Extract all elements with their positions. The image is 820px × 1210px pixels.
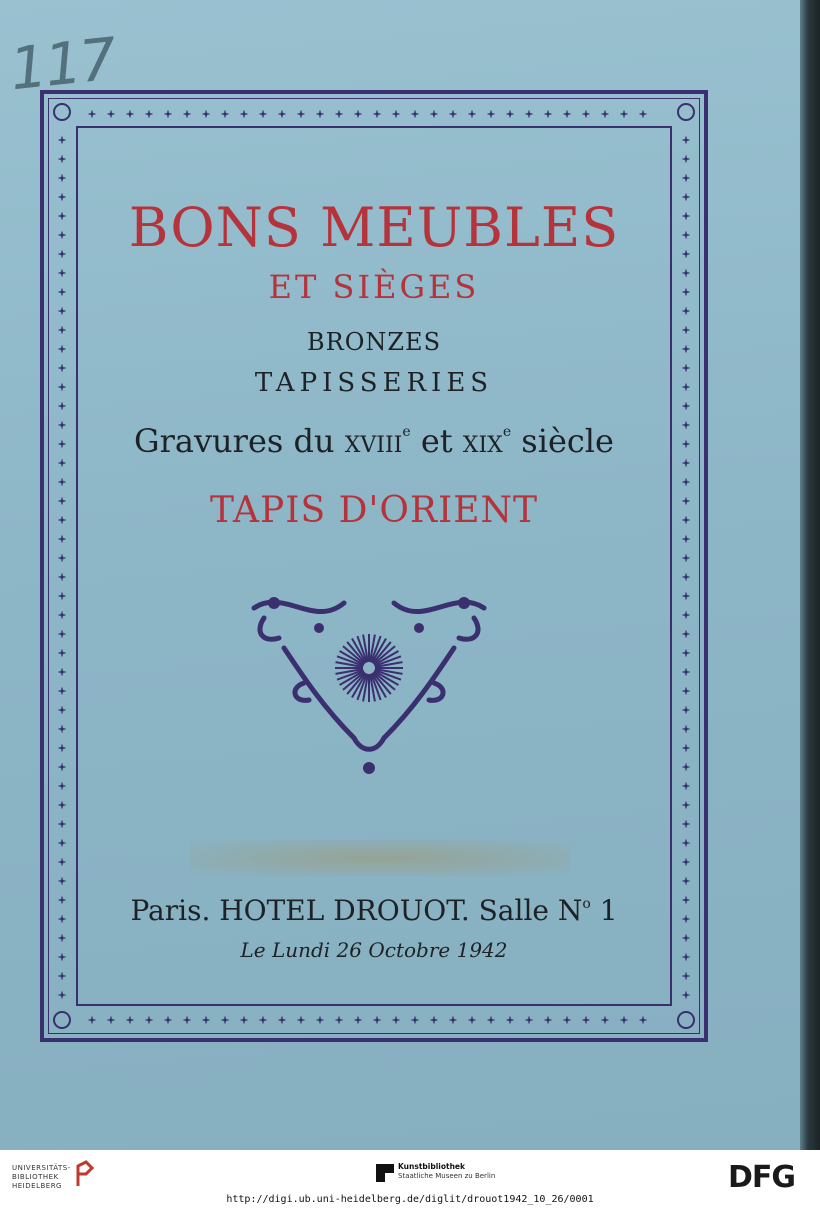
title-tapis-d-orient: TAPIS D'ORIENT	[210, 490, 538, 531]
border-motif	[683, 840, 690, 847]
border-motif	[683, 460, 690, 467]
border-motif	[583, 1017, 590, 1024]
border-motif	[59, 593, 66, 600]
corner-flourish	[678, 104, 694, 120]
border-motif	[683, 726, 690, 733]
border-motif	[583, 111, 590, 118]
kunstbibliothek-logo-icon	[376, 1164, 394, 1182]
border-motif	[431, 111, 438, 118]
border-motif	[59, 612, 66, 619]
kunstbibliothek-title: Kunstbibliothek	[398, 1162, 466, 1171]
dfg-logo: DFG	[728, 1160, 796, 1195]
border-motif	[59, 726, 66, 733]
border-motif	[59, 707, 66, 714]
border-motif	[165, 111, 172, 118]
title-bons-meubles: BONS MEUBLES	[128, 196, 620, 259]
border-motif	[683, 631, 690, 638]
border-motif	[59, 859, 66, 866]
border-motif	[108, 111, 115, 118]
border-motif	[683, 479, 690, 486]
border-motif	[89, 1017, 96, 1024]
title-et-sieges: ET SIÈGES	[268, 268, 480, 306]
corner-flourish	[54, 104, 70, 120]
kunstbibliothek-subtitle: Staatliche Museen zu Berlin	[398, 1172, 496, 1180]
border-motif	[431, 1017, 438, 1024]
border-motif	[683, 802, 690, 809]
border-motif	[89, 111, 96, 118]
border-motif	[59, 821, 66, 828]
border-motif	[59, 992, 66, 999]
border-motif	[683, 555, 690, 562]
border-motif	[222, 1017, 229, 1024]
border-motif	[59, 840, 66, 847]
border-motif	[59, 574, 66, 581]
border-motif	[488, 1017, 495, 1024]
border-motif	[298, 1017, 305, 1024]
footer-bar	[0, 1150, 820, 1210]
stain-mark	[190, 840, 570, 876]
venue-sup: o	[582, 896, 591, 912]
border-motif	[108, 1017, 115, 1024]
border-motif	[526, 1017, 533, 1024]
border-motif	[683, 821, 690, 828]
border-motif	[683, 783, 690, 790]
border-motif	[59, 764, 66, 771]
border-motif	[507, 111, 514, 118]
border-motif	[59, 745, 66, 752]
venue-line	[0, 894, 748, 927]
border-motif	[59, 973, 66, 980]
venue-text: Paris. HOTEL DROUOT. Salle N	[130, 894, 583, 927]
border-motif	[374, 1017, 381, 1024]
border-motif	[621, 111, 628, 118]
border-motif	[203, 1017, 210, 1024]
border-motif	[683, 650, 690, 657]
venue-number: 1	[590, 894, 618, 927]
gravures-century-18: XVIII	[344, 433, 403, 458]
border-motif	[683, 156, 690, 163]
border-motif	[336, 111, 343, 118]
border-motif	[59, 802, 66, 809]
subtitle-gravures	[0, 422, 748, 460]
border-motif	[621, 1017, 628, 1024]
border-motif	[602, 1017, 609, 1024]
border-motif	[59, 631, 66, 638]
border-motif	[355, 1017, 362, 1024]
border-motif	[59, 460, 66, 467]
border-motif	[146, 1017, 153, 1024]
border-motif	[564, 1017, 571, 1024]
border-motif	[184, 111, 191, 118]
border-motif	[241, 111, 248, 118]
university-library-logo-text: UNIVERSITÄTS- BIBLIOTHEK HEIDELBERG	[12, 1164, 71, 1190]
gravures-century-19: XIX	[462, 433, 503, 458]
border-motif	[59, 669, 66, 676]
border-motif	[683, 137, 690, 144]
border-motif	[59, 650, 66, 657]
border-motif	[683, 593, 690, 600]
border-motif	[59, 878, 66, 885]
border-motif	[564, 111, 571, 118]
gravures-suffix: siècle	[511, 422, 614, 460]
floral-ornament-icon	[244, 588, 494, 778]
gravures-sup-2: e	[502, 424, 512, 440]
border-motif	[545, 111, 552, 118]
border-motif	[165, 1017, 172, 1024]
border-motif	[127, 111, 134, 118]
border-motif	[545, 1017, 552, 1024]
border-motif	[507, 1017, 514, 1024]
border-motif	[640, 111, 647, 118]
border-motif	[260, 1017, 267, 1024]
corner-flourish	[54, 1012, 70, 1028]
border-motif	[412, 1017, 419, 1024]
border-motif	[203, 111, 210, 118]
border-motif	[59, 536, 66, 543]
border-motif	[488, 111, 495, 118]
border-motif	[469, 1017, 476, 1024]
border-motif	[59, 783, 66, 790]
border-motif	[602, 111, 609, 118]
border-motif	[683, 878, 690, 885]
border-motif	[683, 992, 690, 999]
border-motif	[355, 111, 362, 118]
border-motif	[683, 764, 690, 771]
border-motif	[450, 1017, 457, 1024]
border-motif	[683, 745, 690, 752]
border-motif	[59, 308, 66, 315]
border-motif	[146, 111, 153, 118]
border-motif	[59, 688, 66, 695]
border-motif	[393, 111, 400, 118]
pencil-annotation: 117	[6, 24, 118, 104]
border-motif	[469, 111, 476, 118]
gravures-middle: et	[410, 422, 463, 460]
border-motif	[683, 688, 690, 695]
border-motif	[526, 111, 533, 118]
border-motif	[279, 1017, 286, 1024]
border-motif	[683, 669, 690, 676]
university-logo-icon	[74, 1160, 96, 1188]
border-motif	[683, 859, 690, 866]
border-motif	[336, 1017, 343, 1024]
border-motif	[683, 175, 690, 182]
border-motif	[317, 1017, 324, 1024]
border-motif	[222, 111, 229, 118]
border-motif	[59, 175, 66, 182]
corner-flourish	[678, 1012, 694, 1028]
border-motif	[241, 1017, 248, 1024]
border-motif	[683, 973, 690, 980]
border-motif	[683, 403, 690, 410]
border-motif	[412, 111, 419, 118]
border-motif	[260, 111, 267, 118]
border-motif	[59, 403, 66, 410]
gravures-sup-1: e	[402, 424, 411, 440]
border-motif	[683, 308, 690, 315]
source-url[interactable]: http://digi.ub.uni-heidelberg.de/diglit/drouot1942_10_26/0001	[226, 1194, 594, 1205]
subtitle-bronzes: BRONZES	[306, 328, 442, 356]
border-motif	[374, 111, 381, 118]
border-motif	[184, 1017, 191, 1024]
border-motif	[317, 111, 324, 118]
border-motif	[59, 555, 66, 562]
gravures-prefix: Gravures du	[134, 422, 345, 460]
subtitle-tapisseries: TAPISSERIES	[254, 368, 494, 398]
sale-date: Le Lundi 26 Octobre 1942	[240, 938, 508, 962]
border-motif	[59, 479, 66, 486]
border-motif	[279, 111, 286, 118]
border-motif	[683, 612, 690, 619]
border-motif	[450, 111, 457, 118]
border-motif	[683, 536, 690, 543]
border-motif	[640, 1017, 647, 1024]
border-motif	[59, 137, 66, 144]
border-motif	[393, 1017, 400, 1024]
border-motif	[683, 574, 690, 581]
border-motif	[127, 1017, 134, 1024]
border-motif	[298, 111, 305, 118]
border-motif	[59, 156, 66, 163]
border-motif	[683, 707, 690, 714]
